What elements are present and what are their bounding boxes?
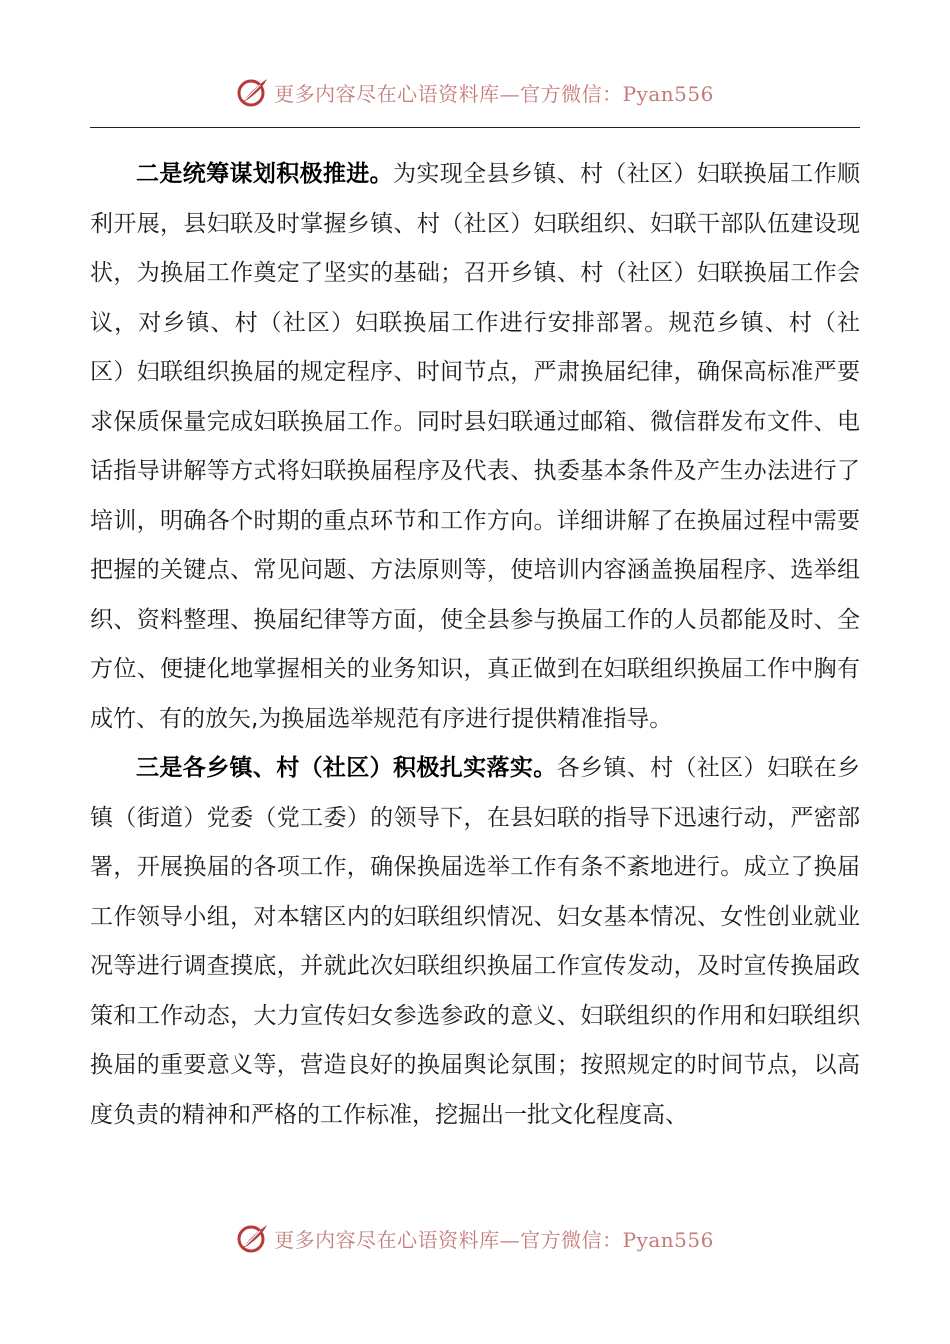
header-banner-text: 更多内容尽在心语资料库—官方微信：Pyan556 bbox=[274, 81, 714, 106]
paragraph-3-body: 各乡镇、村（社区）妇联在乡镇（街道）党委（党工委）的领导下，在县妇联的指导下迅速行动，严密部署，开展换届的各项工作，确保换届选举工作有条不紊地进行。成立了换届工作领导小组，对本辖区内的妇联组织情况、妇女基本情况、女性创业就业况等进行调查摸底，并就此次妇联组织换届工作宣传发动，及时宣传换届政策和工作动态，大力宣传妇女参选参政的意义、妇联组织的作用和妇联组织换届的重要意义等，营造良好的换届舆论氛围；按照规定的时间节点，以高度负责的精神和严格的工作标准，挖掘出一批文化程度高、 bbox=[90, 755, 861, 1128]
quill-logo-icon bbox=[236, 75, 270, 109]
paragraph-3 bbox=[90, 744, 860, 1140]
footer-banner-text: 更多内容尽在心语资料库—官方微信：Pyan556 bbox=[274, 1227, 714, 1252]
header-divider bbox=[90, 127, 860, 128]
paragraph-2-body: 为实现全县乡镇、村（社区）妇联换届工作顺利开展，县妇联及时掌握乡镇、村（社区）妇联组织、妇联干部队伍建设现状，为换届工作奠定了坚实的基础；召开乡镇、村（社区）妇联换届工作会议，对乡镇、村（社区）妇联换届工作进行安排部署。规范乡镇、村（社区）妇联组织换届的规定程序、时间节点，严肃换届纪律，确保高标准严要求保质保量完成妇联换届工作。同时县妇联通过邮箱、微信群发布文件、电话指导讲解等方式将妇联换届程序及代表、执委基本条件及产生办法进行了培训，明确各个时期的重点环节和工作方向。详细讲解了在换届过程中需要把握的关键点、常见问题、方法原则等，使培训内容涵盖换届程序、选举组织、资料整理、换届纪律等方面，使全县参与换届工作的人员都能及时、全方位、便捷化地掌握相关的业务知识，真正做到在妇联组织换届工作中胸有成竹、有的放矢,为换届选举规范有序进行提供精准指导。 bbox=[90, 161, 861, 732]
document-body bbox=[90, 150, 860, 1140]
footer-banner bbox=[0, 1216, 950, 1260]
paragraph-2 bbox=[90, 150, 860, 744]
header-banner bbox=[0, 70, 950, 114]
paragraph-2-lead: 二是统筹谋划积极推进。 bbox=[136, 161, 394, 187]
paragraph-3-lead: 三是各乡镇、村（社区）积极扎实落实。 bbox=[136, 755, 557, 781]
quill-logo-icon bbox=[236, 1221, 270, 1255]
